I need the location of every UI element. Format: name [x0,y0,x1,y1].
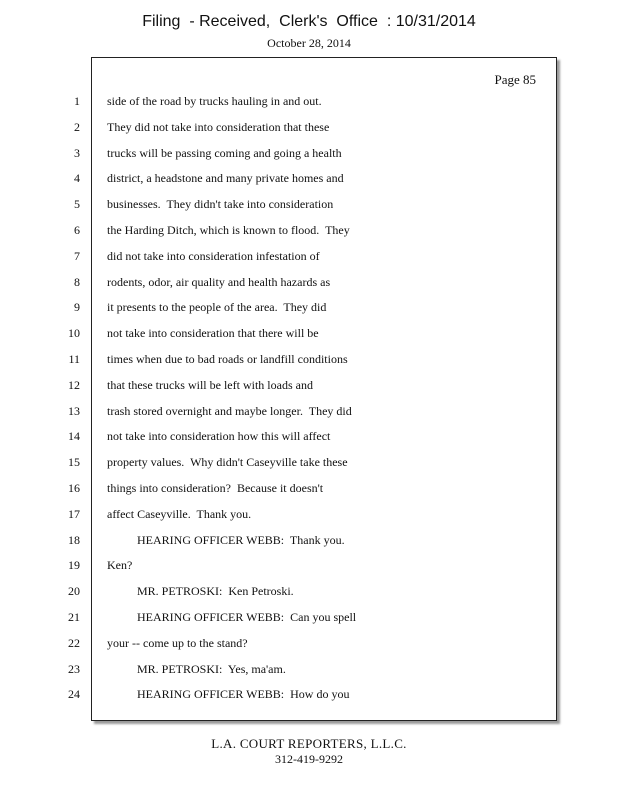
line-text: your -- come up to the stand? [107,635,248,650]
line-number: 17 [68,506,80,521]
court-reporter-phone: 312-419-9292 [275,752,343,766]
line-text: not take into consideration how this will affect [107,429,331,444]
line-text: property values. Why didn't Caseyville take these [107,455,348,470]
line-number: 14 [68,429,80,444]
transcript-line [0,146,618,166]
line-number: 23 [68,661,80,676]
transcript-line [0,533,618,553]
line-text: HEARING OFFICER WEBB: Thank you. [107,532,345,547]
line-number: 13 [68,403,80,418]
transcript-line [0,378,618,398]
line-number: 16 [68,481,80,495]
transcript-line [0,300,618,320]
line-text: trucks will be passing coming and going a health [107,145,342,160]
transcript-line [0,429,618,449]
line-number: 8 [74,274,80,289]
line-number: 11 [68,352,80,366]
transcript-line [0,404,618,424]
filing-stamp: Filing - Received, Clerk's Office : 10/31/2014 [142,13,476,30]
line-number: 4 [74,171,80,186]
line-number: 19 [68,558,80,573]
line-number: 6 [74,223,80,237]
line-number: 12 [68,377,80,392]
line-number: 1 [74,94,80,108]
transcript-line [0,326,618,346]
line-number: 3 [74,145,80,160]
line-number: 15 [68,455,80,470]
line-number: 5 [74,197,80,212]
line-text: Ken? [107,558,133,573]
line-text: times when due to bad roads or landfill conditions [107,352,348,366]
court-reporter-name: L.A. COURT REPORTERS, L.L.C. [211,736,407,751]
transcript-line [0,352,618,372]
line-text: it presents to the people of the area. They did [107,300,327,315]
line-text: that these trucks will be left with loads and [107,377,313,392]
transcript-line [0,223,618,243]
line-text: the Harding Ditch, which is known to flood. They [107,223,350,237]
transcript-line [0,455,618,475]
line-number: 18 [68,532,80,547]
line-text: did not take into consideration infestation of [107,248,320,263]
page-number: Page 85 [494,72,536,87]
transcript-line [0,507,618,527]
hearing-date: October 28, 2014 [267,36,351,50]
line-number: 2 [74,119,80,134]
line-text: MR. PETROSKI: Ken Petroski. [107,584,294,599]
transcript-line [0,275,618,295]
transcript-line [0,558,618,578]
transcript-line [0,610,618,630]
line-text: HEARING OFFICER WEBB: Can you spell [107,610,357,624]
transcript-line [0,249,618,269]
line-number: 9 [74,300,80,315]
line-text: district, a headstone and many private homes and [107,171,344,186]
transcript-line [0,120,618,140]
transcript-line [0,584,618,604]
line-number: 24 [68,687,80,702]
line-number: 22 [68,635,80,650]
transcript-line [0,171,618,191]
line-number: 21 [68,610,80,624]
transcript-line [0,197,618,217]
line-text: businesses. They didn't take into consideration [107,197,334,212]
line-text: They did not take into consideration that these [107,119,330,134]
line-number: 20 [68,584,80,599]
line-text: rodents, odor, air quality and health hazards as [107,274,331,289]
line-text: MR. PETROSKI: Yes, ma'am. [107,661,286,676]
transcript-line [0,687,618,707]
transcript-line [0,481,618,501]
transcript-line [0,662,618,682]
line-text: side of the road by trucks hauling in and out. [107,94,322,108]
transcript-line [0,636,618,656]
line-text: not take into consideration that there will be [107,326,319,341]
line-text: trash stored overnight and maybe longer. They did [107,403,352,418]
line-text: affect Caseyville. Thank you. [107,506,252,521]
line-text: things into consideration? Because it doesn't [107,481,324,495]
transcript-line [0,94,618,114]
line-number: 7 [74,248,80,263]
line-number: 10 [68,326,80,341]
line-text: HEARING OFFICER WEBB: How do you [107,687,350,702]
